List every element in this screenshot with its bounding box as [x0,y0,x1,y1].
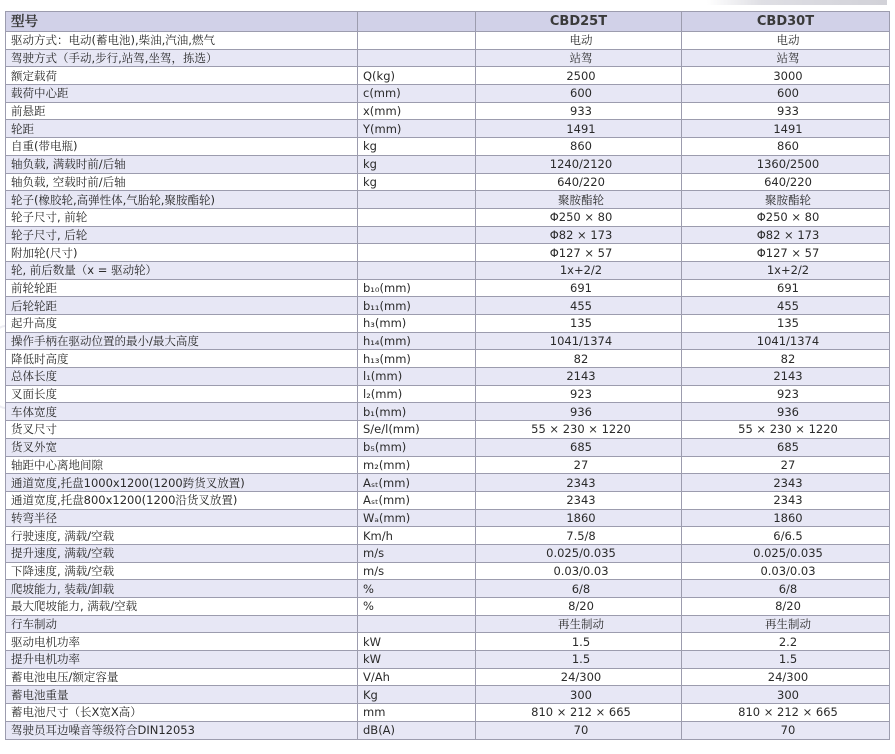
spec-unit-cell: % [358,580,476,598]
table-row [6,279,890,297]
spec-unit-cell: V/Ah [358,668,476,686]
spec-unit-cell: kg [358,173,476,191]
spec-value-cbd25t: 站驾 [476,49,682,67]
table-row [6,85,890,103]
spec-unit-cell: x(mm) [358,102,476,120]
spec-value-cbd30t: 2.2 [682,633,890,651]
table-row [6,491,890,509]
spec-value-cbd30t: 27 [682,456,890,474]
spec-name-cell: 前悬距 [6,102,358,120]
spec-name-cell: 转弯半径 [6,509,358,527]
table-row [6,120,890,138]
spec-unit-cell: l₂(mm) [358,385,476,403]
spec-unit-cell [358,615,476,633]
spec-unit-cell [358,226,476,244]
table-row [6,67,890,85]
spec-value-cbd30t: 70 [682,721,890,739]
spec-value-cbd30t: 300 [682,686,890,704]
spec-value-cbd25t: 7.5/8 [476,527,682,545]
table-row [6,49,890,67]
spec-value-cbd25t: 936 [476,403,682,421]
spec-name-cell: 轮距 [6,120,358,138]
spec-value-cbd25t: 810 × 212 × 665 [476,704,682,722]
spec-unit-cell: Wₐ(mm) [358,509,476,527]
table-row [6,456,890,474]
spec-name-cell: 叉面长度 [6,385,358,403]
table-row [6,686,890,704]
spec-unit-cell: kg [358,138,476,156]
table-row [6,598,890,616]
table-row [6,633,890,651]
spec-value-cbd30t: 1491 [682,120,890,138]
spec-value-cbd25t: 1041/1374 [476,332,682,350]
spec-name-cell: 自重(带电瓶) [6,138,358,156]
spec-unit-cell: b₁₀(mm) [358,279,476,297]
spec-name-cell: 前轮轮距 [6,279,358,297]
spec-value-cbd30t: 2143 [682,368,890,386]
spec-value-cbd30t: 1860 [682,509,890,527]
table-row [6,155,890,173]
spec-name-cell: 货叉尺寸 [6,421,358,439]
table-row [6,527,890,545]
spec-value-cbd25t: 0.025/0.035 [476,544,682,562]
spec-unit-cell: Aₛₜ(mm) [358,474,476,492]
header-model-label: 型号 [6,12,358,32]
spec-value-cbd30t: 600 [682,85,890,103]
table-row [6,421,890,439]
table-row [6,191,890,209]
spec-unit-cell: m₂(mm) [358,456,476,474]
spec-name-cell: 车体宽度 [6,403,358,421]
table-row [6,474,890,492]
table-row [6,315,890,333]
spec-name-cell: 驱动电机功率 [6,633,358,651]
spec-value-cbd30t: 再生制动 [682,615,890,633]
spec-name-cell: 爬坡能力, 装载/卸载 [6,580,358,598]
spec-unit-cell [358,49,476,67]
header-unit [358,12,476,32]
spec-value-cbd25t: 933 [476,102,682,120]
spec-unit-cell [358,208,476,226]
table-row [6,350,890,368]
spec-value-cbd25t: 0.03/0.03 [476,562,682,580]
spec-value-cbd30t: Φ127 × 57 [682,244,890,262]
spec-value-cbd25t: 2343 [476,491,682,509]
spec-name-cell: 总体长度 [6,368,358,386]
spec-value-cbd25t: 电动 [476,32,682,50]
table-row [6,332,890,350]
spec-value-cbd30t: 55 × 230 × 1220 [682,421,890,439]
spec-value-cbd25t: 55 × 230 × 1220 [476,421,682,439]
table-row [6,261,890,279]
spec-value-cbd25t: 691 [476,279,682,297]
spec-value-cbd25t: 1491 [476,120,682,138]
table-row [6,102,890,120]
spec-name-cell: 操作手柄在驱动位置的最小/最大高度 [6,332,358,350]
spec-name-cell: 轮子尺寸, 后轮 [6,226,358,244]
spec-value-cbd25t: 聚胺酯轮 [476,191,682,209]
spec-name-cell: 轴负载, 空载时前/后轴 [6,173,358,191]
spec-value-cbd25t: 1x+2/2 [476,261,682,279]
spec-value-cbd25t: 1.5 [476,633,682,651]
table-row [6,544,890,562]
table-row [6,509,890,527]
spec-value-cbd30t: 6/8 [682,580,890,598]
spec-unit-cell: b₁(mm) [358,403,476,421]
spec-value-cbd25t: 8/20 [476,598,682,616]
table-row [6,208,890,226]
spec-value-cbd25t: 再生制动 [476,615,682,633]
spec-value-cbd30t: 135 [682,315,890,333]
spec-name-cell: 提升电机功率 [6,651,358,669]
spec-value-cbd25t: 2343 [476,474,682,492]
spec-value-cbd30t: 聚胺酯轮 [682,191,890,209]
spec-value-cbd30t: 1041/1374 [682,332,890,350]
table-row [6,368,890,386]
spec-name-cell: 蓄电池电压/额定容量 [6,668,358,686]
spec-value-cbd30t: 685 [682,438,890,456]
spec-value-cbd25t: 1240/2120 [476,155,682,173]
table-header-row [6,12,890,32]
spec-value-cbd30t: 810 × 212 × 665 [682,704,890,722]
table-row [6,385,890,403]
spec-unit-cell: dB(A) [358,721,476,739]
spec-name-cell: 附加轮(尺寸) [6,244,358,262]
spec-value-cbd30t: 1360/2500 [682,155,890,173]
spec-unit-cell [358,244,476,262]
table-row [6,704,890,722]
spec-name-cell: 轴距中心离地间隙 [6,456,358,474]
spec-table-body [6,32,890,740]
spec-value-cbd25t: 685 [476,438,682,456]
table-row [6,438,890,456]
table-row [6,562,890,580]
spec-value-cbd30t: 3000 [682,67,890,85]
spec-name-cell: 驾驶员耳边噪音等级符合DIN12053 [6,721,358,739]
spec-unit-cell [358,191,476,209]
spec-name-cell: 后轮轮距 [6,297,358,315]
spec-value-cbd30t: 0.025/0.035 [682,544,890,562]
table-row [6,32,890,50]
spec-value-cbd25t: 2143 [476,368,682,386]
spec-value-cbd30t: 640/220 [682,173,890,191]
spec-value-cbd25t: 1860 [476,509,682,527]
spec-unit-cell: Kg [358,686,476,704]
spec-value-cbd25t: 24/300 [476,668,682,686]
spec-unit-cell: h₁₄(mm) [358,332,476,350]
spec-value-cbd30t: Φ250 × 80 [682,208,890,226]
table-row [6,651,890,669]
spec-name-cell: 最大爬坡能力, 满载/空载 [6,598,358,616]
spec-value-cbd30t: 0.03/0.03 [682,562,890,580]
table-row [6,403,890,421]
spec-value-cbd25t: 860 [476,138,682,156]
table-row [6,668,890,686]
spec-unit-cell: kW [358,651,476,669]
spec-name-cell: 蓄电池重量 [6,686,358,704]
spec-value-cbd25t: Φ127 × 57 [476,244,682,262]
spec-value-cbd30t: 24/300 [682,668,890,686]
spec-unit-cell: S/e/l(mm) [358,421,476,439]
spec-value-cbd25t: 600 [476,85,682,103]
spec-name-cell: 蓄电池尺寸（长X宽X高） [6,704,358,722]
spec-unit-cell: c(mm) [358,85,476,103]
spec-value-cbd30t: 2343 [682,491,890,509]
spec-unit-cell: m/s [358,544,476,562]
spec-unit-cell: Aₛₜ(mm) [358,491,476,509]
top-decoration [707,0,887,5]
spec-value-cbd30t: Φ82 × 173 [682,226,890,244]
spec-unit-cell: mm [358,704,476,722]
header-model-cbd25t: CBD25T [476,12,682,32]
spec-unit-cell: l₁(mm) [358,368,476,386]
spec-value-cbd30t: 8/20 [682,598,890,616]
spec-value-cbd30t: 860 [682,138,890,156]
spec-value-cbd30t: 455 [682,297,890,315]
spec-unit-cell: h₁₃(mm) [358,350,476,368]
spec-value-cbd30t: 站驾 [682,49,890,67]
spec-value-cbd25t: 6/8 [476,580,682,598]
spec-name-cell: 轮子(橡胶轮,高弹性体,气胎轮,聚胺酯轮) [6,191,358,209]
spec-value-cbd25t: 640/220 [476,173,682,191]
spec-unit-cell: h₃(mm) [358,315,476,333]
spec-name-cell: 行驶速度, 满载/空载 [6,527,358,545]
spec-name-cell: 降低时高度 [6,350,358,368]
spec-value-cbd30t: 2343 [682,474,890,492]
spec-value-cbd25t: 1.5 [476,651,682,669]
table-row [6,173,890,191]
spec-value-cbd30t: 82 [682,350,890,368]
spec-value-cbd30t: 933 [682,102,890,120]
spec-value-cbd30t: 1.5 [682,651,890,669]
spec-value-cbd25t: 135 [476,315,682,333]
spec-name-cell: 下降速度, 满载/空载 [6,562,358,580]
spec-table [5,11,890,740]
spec-name-cell: 驾驶方式（手动,步行,站驾,坐驾，拣选） [6,49,358,67]
spec-unit-cell: Y(mm) [358,120,476,138]
spec-name-cell: 驱动方式：电动(蓄电池),柴油,汽油,燃气 [6,32,358,50]
spec-unit-cell: Q(kg) [358,67,476,85]
spec-value-cbd25t: Φ250 × 80 [476,208,682,226]
spec-unit-cell: b₁₁(mm) [358,297,476,315]
spec-unit-cell: b₅(mm) [358,438,476,456]
spec-value-cbd25t: 27 [476,456,682,474]
spec-value-cbd30t: 1x+2/2 [682,261,890,279]
spec-name-cell: 载荷中心距 [6,85,358,103]
table-row [6,615,890,633]
spec-value-cbd30t: 691 [682,279,890,297]
spec-name-cell: 货叉外宽 [6,438,358,456]
table-row [6,580,890,598]
spec-name-cell: 通道宽度,托盘800x1200(1200沿货叉放置) [6,491,358,509]
spec-unit-cell: Km/h [358,527,476,545]
spec-unit-cell [358,261,476,279]
spec-value-cbd30t: 936 [682,403,890,421]
spec-name-cell: 轮, 前后数量（x = 驱动轮） [6,261,358,279]
spec-value-cbd25t: 300 [476,686,682,704]
spec-value-cbd30t: 6/6.5 [682,527,890,545]
spec-value-cbd25t: 70 [476,721,682,739]
spec-name-cell: 通道宽度,托盘1000x1200(1200跨货叉放置) [6,474,358,492]
spec-value-cbd30t: 电动 [682,32,890,50]
spec-name-cell: 轮子尺寸, 前轮 [6,208,358,226]
spec-value-cbd30t: 923 [682,385,890,403]
table-row [6,226,890,244]
spec-name-cell: 额定载荷 [6,67,358,85]
table-row [6,138,890,156]
spec-unit-cell [358,32,476,50]
spec-value-cbd25t: 455 [476,297,682,315]
spec-unit-cell: m/s [358,562,476,580]
spec-value-cbd25t: 82 [476,350,682,368]
spec-value-cbd25t: 923 [476,385,682,403]
table-row [6,297,890,315]
spec-name-cell: 起升高度 [6,315,358,333]
spec-name-cell: 提升速度, 满载/空载 [6,544,358,562]
spec-unit-cell: kW [358,633,476,651]
spec-unit-cell: kg [358,155,476,173]
spec-unit-cell: % [358,598,476,616]
spec-name-cell: 轴负载, 满载时前/后轴 [6,155,358,173]
spec-value-cbd25t: Φ82 × 173 [476,226,682,244]
spec-value-cbd25t: 2500 [476,67,682,85]
header-model-cbd30t: CBD30T [682,12,890,32]
spec-name-cell: 行车制动 [6,615,358,633]
table-row [6,244,890,262]
table-row [6,721,890,739]
